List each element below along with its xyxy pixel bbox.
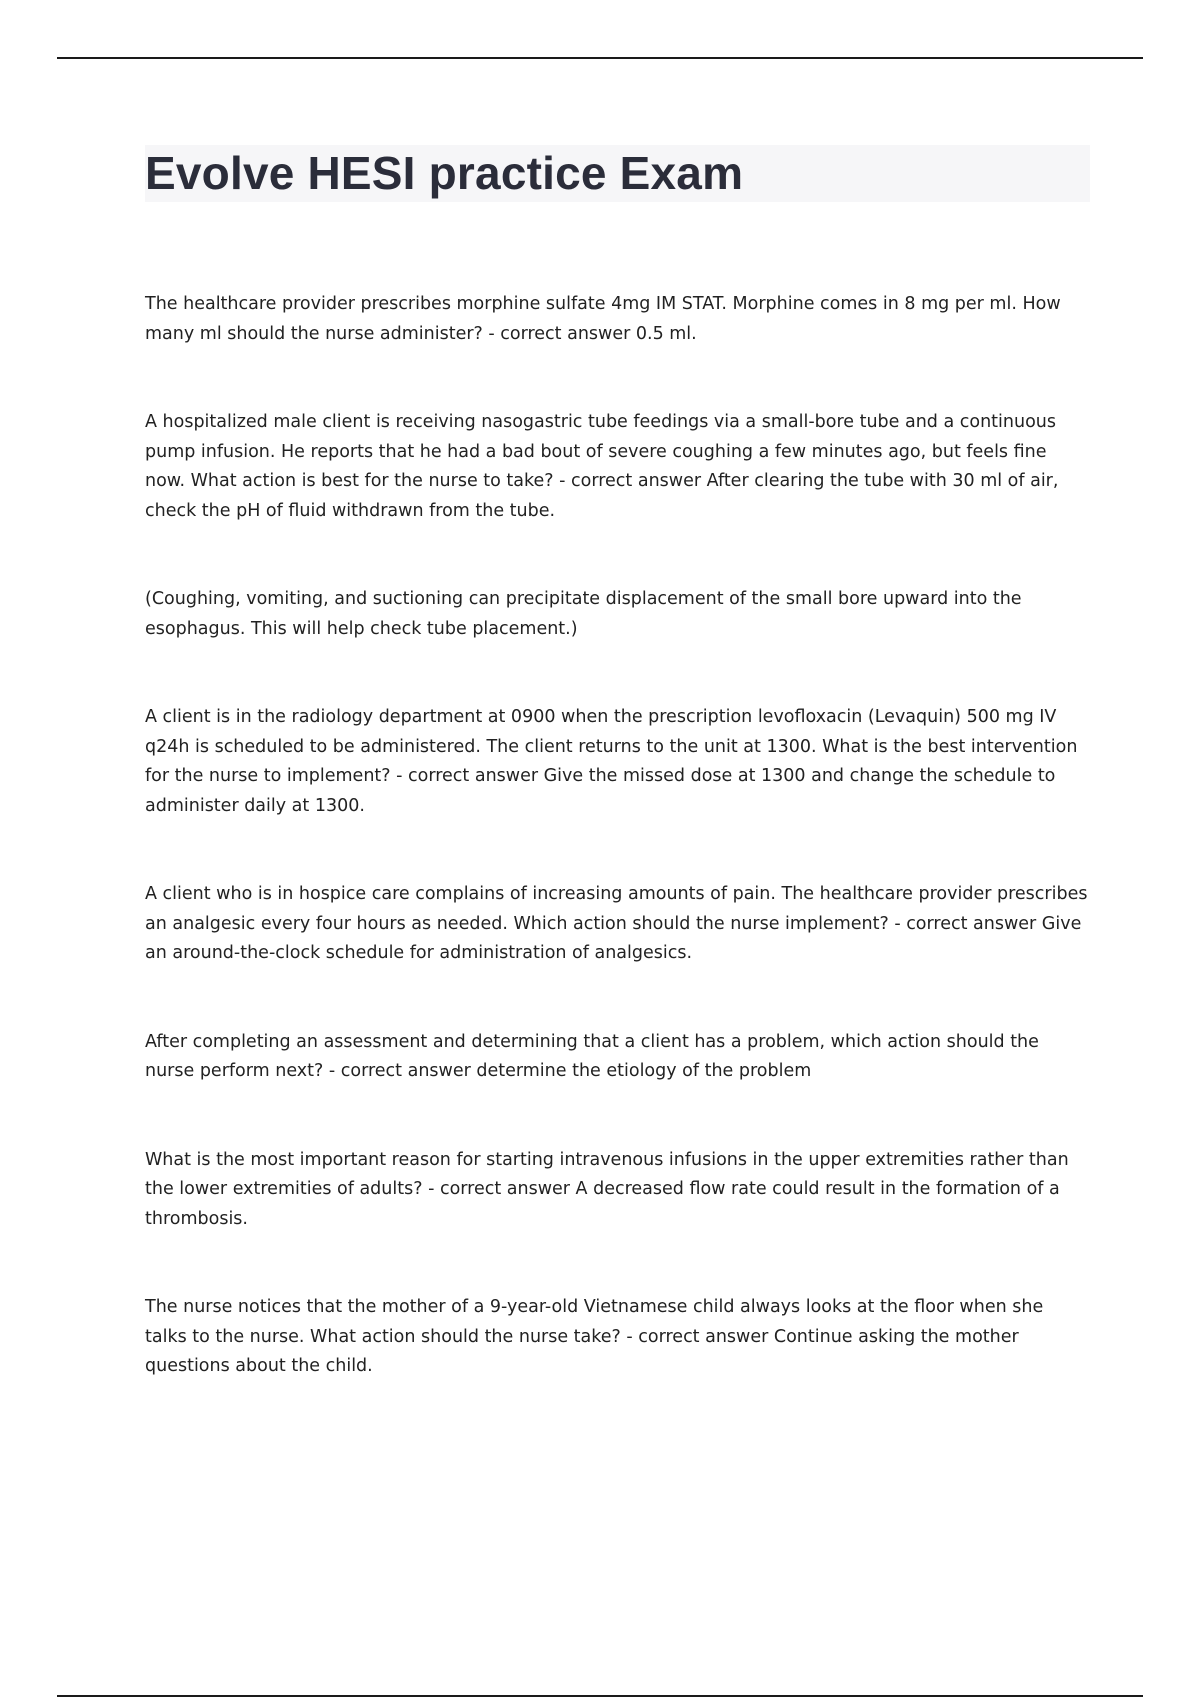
question-item <box>145 290 1090 349</box>
header-rule <box>57 57 1143 59</box>
question-item <box>145 880 1090 969</box>
question-text: A hospitalized male client is receiving nasogastric tube feedings via a small-bore tube and a continuous pump infusion. He reports that he had a bad bout of severe coughing a few minutes ago, but feels fine now. What action is best for the nurse to take? - correct answer After clearing the tube with 30 ml of air, check the pH of fluid withdrawn from the tube. <box>145 412 1059 521</box>
question-item <box>145 703 1090 821</box>
footer-rule <box>57 1695 1143 1697</box>
question-text: The healthcare provider prescribes morphine sulfate 4mg IM STAT. Morphine comes in 8 mg per ml. How many ml should the nurse administer? - correct answer 0.5 ml. <box>145 294 1061 344</box>
question-item <box>145 408 1090 526</box>
page-title: Evolve HESI practice Exam <box>145 147 744 199</box>
question-item <box>145 1293 1090 1382</box>
question-text: A client who is in hospice care complains of increasing amounts of pain. The healthcare provider prescribes an analgesic every four hours as needed. Which action should the nurse implement? - correct answer Give an around-the-clock schedule for administration of analgesics. <box>145 884 1088 963</box>
question-text: The nurse notices that the mother of a 9-year-old Vietnamese child always looks at the floor when she talks to the nurse. What action should the nurse take? - correct answer Continue asking the mother questions about the child. <box>145 1297 1044 1376</box>
rationale-item <box>145 585 1090 644</box>
question-item <box>145 1146 1090 1235</box>
rationale-text: (Coughing, vomiting, and suctioning can precipitate displacement of the small bore upward into the esophagus. This will help check tube placement.) <box>145 589 1022 639</box>
question-item <box>145 1028 1090 1087</box>
question-text: After completing an assessment and determining that a client has a problem, which action should the nurse perform next? - correct answer determine the etiology of the problem <box>145 1031 1039 1081</box>
question-text: What is the most important reason for starting intravenous infusions in the upper extremities rather than the lower extremities of adults? - correct answer A decreased flow rate could result in the formation of a thrombosis. <box>145 1149 1069 1229</box>
question-text: A client is in the radiology department at 0900 when the prescription levofloxacin (Levaquin) 500 mg IV q24h is scheduled to be administered. The client returns to the unit at 1300. What is the best intervention for the nurse to implement? - correct answer Give the missed dose at 1300 and change the schedule to administer daily at 1300. <box>145 707 1078 816</box>
question-list <box>145 290 1090 1441</box>
